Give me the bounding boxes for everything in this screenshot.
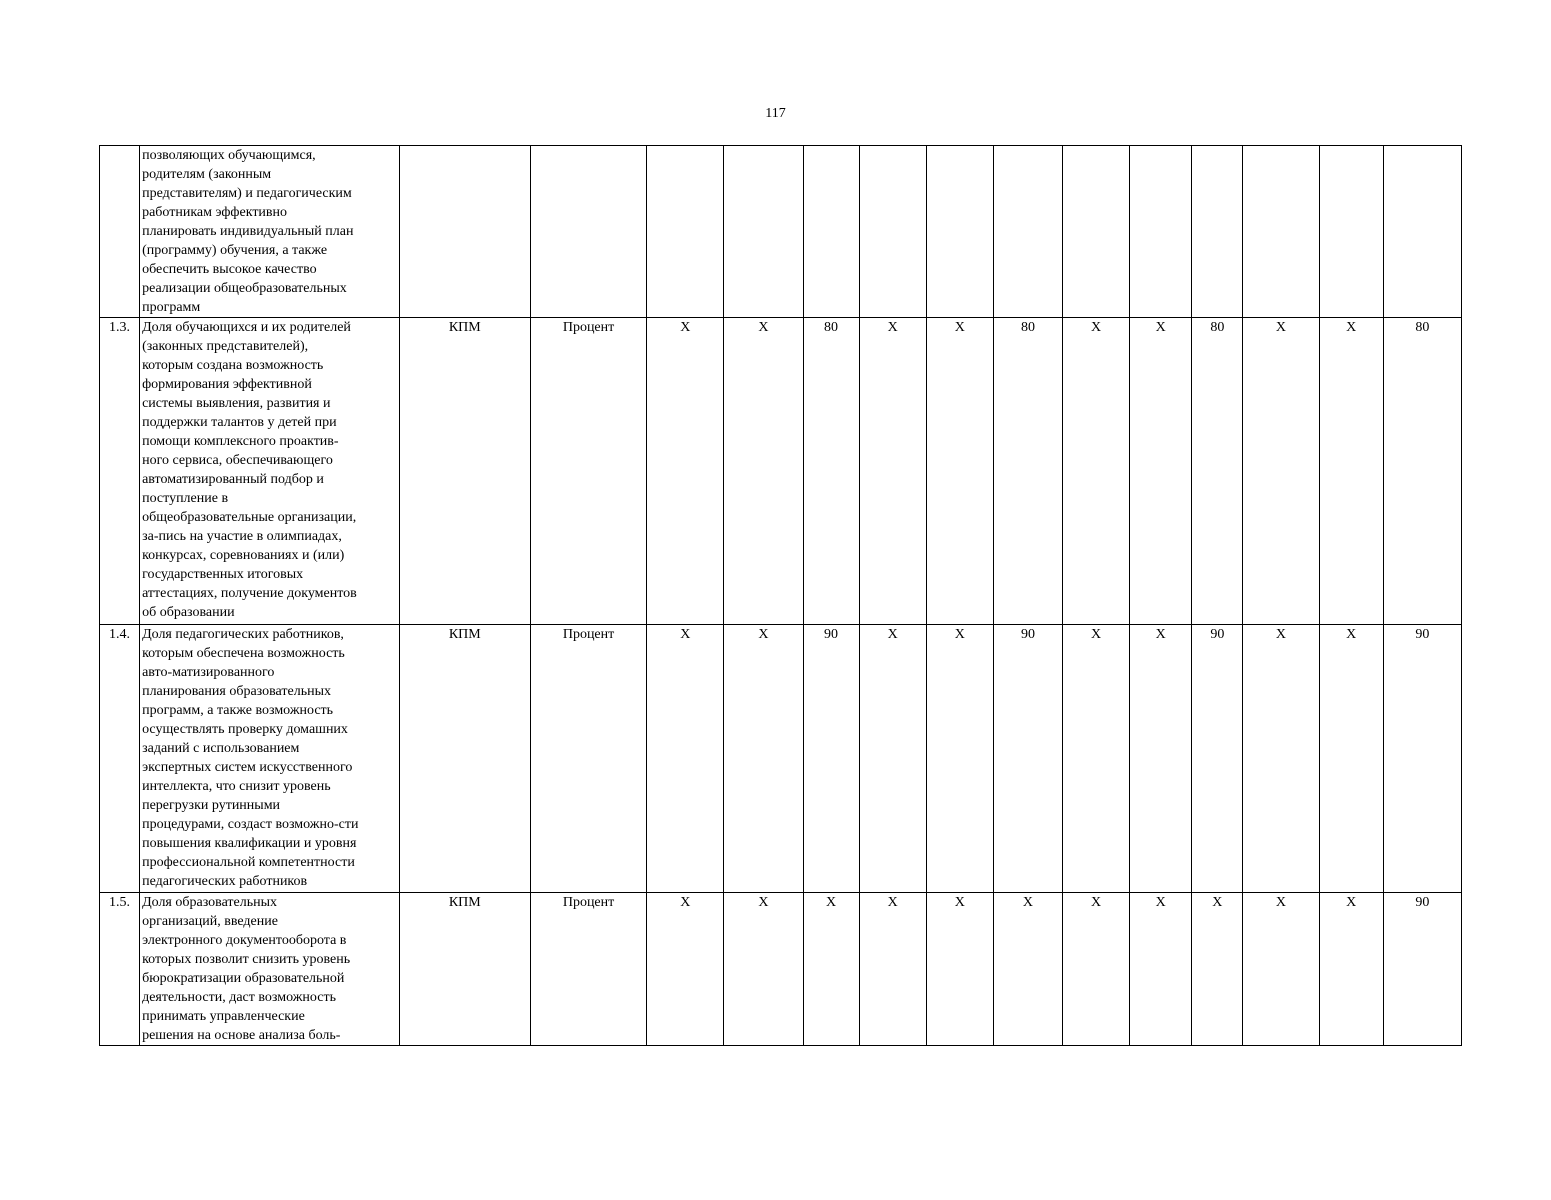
value-cell: 80 — [1192, 318, 1243, 625]
value-cell — [803, 146, 859, 318]
indicator-name: Доля обучающихся и их родителей (законных представителей), которым создана возможность формирования эффективной системы выявления, развития и поддержки талантов у детей при помощи комплексного проактив- ного сервиса, обеспечивающего автоматизированный подбор и поступление в общеобразовательные организации, за-пись на участие в олимпиадах, конкурсах, соревнованиях и (или) государственных итоговых аттестациях, получение документов об образовании — [140, 318, 400, 625]
value-cell: Х — [1063, 893, 1130, 1046]
value-cell: Х — [1243, 318, 1319, 625]
indicator-name: позволяющих обучающимся, родителям (законным представителям) и педагогическим работникам эффективно планировать индивидуальный план (программу) обучения, а также обеспечить высокое качество реализации общеобразовательных программ — [140, 146, 400, 318]
row-number: 1.3. — [100, 318, 140, 625]
value-cell: Х — [1319, 893, 1383, 1046]
indicator-type: КПМ — [399, 625, 530, 893]
value-cell: 90 — [803, 625, 859, 893]
value-cell: Х — [647, 318, 724, 625]
value-cell — [647, 146, 724, 318]
value-cell — [859, 146, 926, 318]
value-cell: Х — [926, 625, 993, 893]
value-cell — [1192, 146, 1243, 318]
value-cell: Х — [993, 893, 1062, 1046]
value-cell: Х — [1319, 318, 1383, 625]
indicator-name: Доля образовательных организаций, введение электронного документооборота в которых позволит снизить уровень бюрократизации образовательной деятельности, даст возможность принимать управленческие решения на основе анализа боль- — [140, 893, 400, 1046]
value-cell: Х — [1130, 318, 1192, 625]
value-cell: Х — [1130, 625, 1192, 893]
value-cell — [1383, 146, 1461, 318]
indicator-type: КПМ — [399, 893, 530, 1046]
value-cell: Х — [859, 893, 926, 1046]
value-cell: Х — [803, 893, 859, 1046]
value-cell: 80 — [1383, 318, 1461, 625]
value-cell: Х — [859, 625, 926, 893]
value-cell: Х — [724, 625, 803, 893]
value-cell: 90 — [1383, 893, 1461, 1046]
indicator-name: Доля педагогических работников, которым обеспечена возможность авто-матизированного планирования образовательных программ, а также возможность осуществлять проверку домашних заданий с использованием экспертных систем искусственного интеллекта, что снизит уровень перегрузки рутинными процедурами, создаст возможно-сти повышения квалификации и уровня профессиональной компетентности педагогических работников — [140, 625, 400, 893]
page-number: 117 — [765, 106, 786, 121]
value-cell — [1319, 146, 1383, 318]
value-cell — [1243, 146, 1319, 318]
value-cell: 90 — [1192, 625, 1243, 893]
value-cell — [1063, 146, 1130, 318]
value-cell: Х — [647, 625, 724, 893]
value-cell: Х — [926, 318, 993, 625]
unit-of-measure: Процент — [530, 625, 646, 893]
value-cell: 90 — [1383, 625, 1461, 893]
value-cell: Х — [1243, 893, 1319, 1046]
table-row — [100, 318, 1462, 625]
value-cell — [926, 146, 993, 318]
row-number: 1.5. — [100, 893, 140, 1046]
table-row — [100, 893, 1462, 1046]
indicators-table — [99, 145, 1462, 1046]
unit-of-measure — [530, 146, 646, 318]
value-cell: Х — [859, 318, 926, 625]
indicator-type: КПМ — [399, 318, 530, 625]
table-row — [100, 625, 1462, 893]
value-cell: Х — [926, 893, 993, 1046]
row-number — [100, 146, 140, 318]
value-cell: Х — [1063, 625, 1130, 893]
value-cell: 80 — [803, 318, 859, 625]
row-number: 1.4. — [100, 625, 140, 893]
value-cell: 90 — [993, 625, 1062, 893]
value-cell: Х — [1319, 625, 1383, 893]
value-cell: Х — [647, 893, 724, 1046]
table-row — [100, 146, 1462, 318]
value-cell: Х — [1130, 893, 1192, 1046]
unit-of-measure: Процент — [530, 318, 646, 625]
indicator-type — [399, 146, 530, 318]
value-cell: Х — [1243, 625, 1319, 893]
value-cell: Х — [1192, 893, 1243, 1046]
value-cell — [993, 146, 1062, 318]
value-cell — [724, 146, 803, 318]
unit-of-measure: Процент — [530, 893, 646, 1046]
value-cell: 80 — [993, 318, 1062, 625]
value-cell: Х — [724, 318, 803, 625]
value-cell — [1130, 146, 1192, 318]
value-cell: Х — [724, 893, 803, 1046]
value-cell: Х — [1063, 318, 1130, 625]
